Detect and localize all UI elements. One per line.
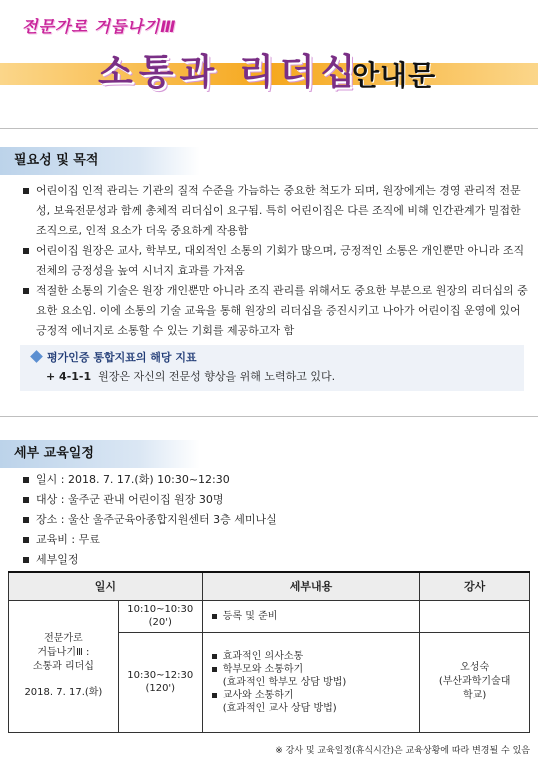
- list-item: 교육비 : 무료: [20, 530, 520, 550]
- square-bullet-icon: [23, 537, 29, 543]
- lecturer-cell: [420, 600, 530, 632]
- divider: [0, 416, 538, 417]
- list-item: 어린이집 인적 관리는 기관의 질적 수준을 가늠하는 중요한 척도가 되며, 원장에게는 경영 관리적 전문성, 보육전문성과 함께 총체적 리더십이 요구됨. 특히 어린이집은 다른 조직에 비해 인간관계가 밀접한 조직으로, 인적 요소가 더욱 중요하게 작용함: [20, 181, 532, 241]
- square-bullet-icon: [23, 248, 29, 254]
- series-title: 전문가로 거듭나기Ⅲ: [22, 17, 177, 36]
- page-title: 소통과 리더십: [98, 52, 362, 93]
- session-cell: 전문가로 거듭나기Ⅲ : 소통과 리더십 2018. 7. 17.(화): [9, 600, 119, 732]
- purpose-heading: 필요성 및 목적: [0, 147, 200, 175]
- list-item: 적절한 소통의 기술은 원장 개인뿐만 아니라 조직 관리를 위해서도 중요한 부분으로 원장의 리더십의 중요한 요소임. 이에 소통의 기술 교육을 통해 원장의 리더십을 증진시키고 나아가 어린이집 운영에 있어 긍정적 에너지로 소통할 수 있는 기회를 제공하고자 함: [20, 281, 532, 341]
- content-cell: [202, 600, 420, 632]
- square-bullet-icon: [212, 667, 217, 672]
- schedule-heading: 세부 교육일정: [0, 440, 200, 468]
- divider: [0, 128, 538, 129]
- time-cell: 10:10~10:30 (20'): [118, 600, 202, 632]
- header: [0, 0, 538, 125]
- list-item: 대상 : 울주군 관내 어린이집 원장 30명: [20, 490, 520, 510]
- square-bullet-icon: [212, 614, 217, 619]
- schedule-table: [8, 571, 530, 733]
- square-bullet-icon: [23, 557, 29, 563]
- column-header: 강사: [420, 572, 530, 600]
- list-item: 등록 및 준비: [211, 610, 412, 623]
- square-bullet-icon: [23, 497, 29, 503]
- column-header: 일시: [9, 572, 203, 600]
- schedule-list: [20, 470, 520, 570]
- content-cell: [202, 632, 420, 732]
- list-item: 일시 : 2018. 7. 17.(화) 10:30~12:30: [20, 470, 520, 490]
- time-cell: 10:30~12:30 (120'): [118, 632, 202, 732]
- column-header: 세부내용: [202, 572, 420, 600]
- purpose-list: [20, 181, 532, 341]
- list-item: 어린이집 원장은 교사, 학부모, 대외적인 소통의 기회가 많으며, 긍정적인 소통은 개인뿐만 아니라 조직 전체의 긍정성을 높여 시너지 효과를 가져옴: [20, 241, 532, 281]
- lecturer-cell: 오성숙 (부산과학기술대 학교): [420, 632, 530, 732]
- table-row: [9, 600, 530, 632]
- square-bullet-icon: [212, 693, 217, 698]
- square-bullet-icon: [23, 288, 29, 294]
- list-item: (효과적인 교사 상담 방법): [222, 702, 337, 714]
- list-item: 세부일정: [20, 550, 520, 570]
- square-bullet-icon: [23, 477, 29, 483]
- diamond-icon: [30, 350, 43, 363]
- evaluation-item: + 4-1-1 원장은 자신의 전문성 향상을 위해 노력하고 있다.: [46, 370, 336, 383]
- square-bullet-icon: [212, 654, 217, 659]
- evaluation-box: [20, 345, 524, 391]
- table-header-row: [9, 572, 530, 600]
- evaluation-title: 평가인증 통합지표의 해당 지표: [32, 350, 197, 366]
- list-item: 교사와 소통하기: [211, 689, 412, 702]
- list-item: (효과적인 학부모 상담 방법): [222, 676, 347, 688]
- title-bar: [0, 44, 538, 102]
- square-bullet-icon: [23, 517, 29, 523]
- page-subtitle: 안내문: [352, 59, 437, 92]
- footnote: ※ 강사 및 교육일정(휴식시간)은 교육상황에 따라 변경될 수 있음: [275, 746, 530, 756]
- list-item: 효과적인 의사소통: [211, 650, 412, 663]
- list-item: 장소 : 울산 울주군육아종합지원센터 3층 세미나실: [20, 510, 520, 530]
- list-item: 학부모와 소통하기: [211, 663, 412, 676]
- square-bullet-icon: [23, 188, 29, 194]
